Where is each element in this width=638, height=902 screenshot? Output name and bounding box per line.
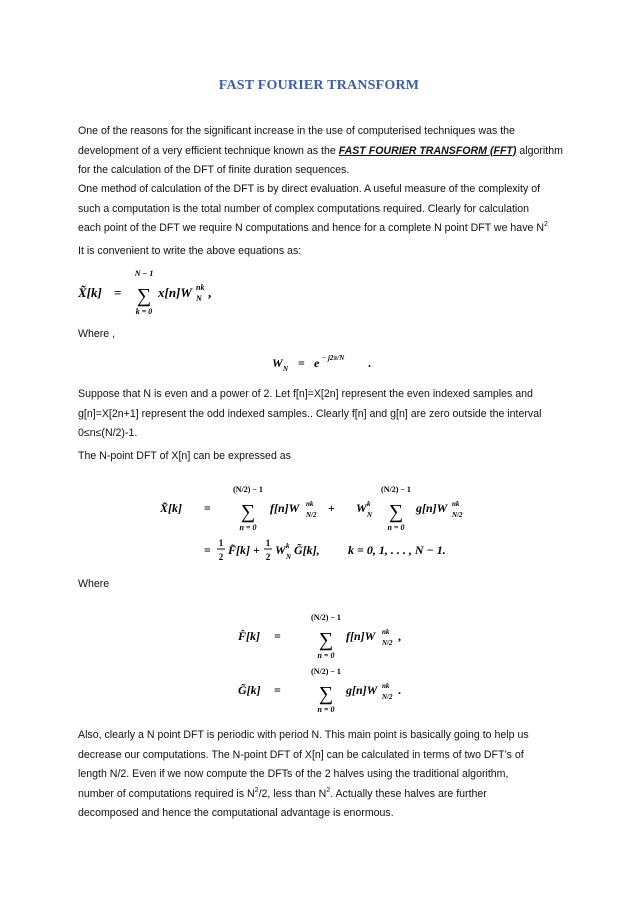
paragraph-where [78, 325, 564, 345]
term-g-superscript: nk [452, 500, 460, 508]
term-superscript: nk [382, 682, 390, 690]
sum-lower-limit: n = 0 [387, 523, 405, 532]
term-subscript: N/2 [382, 693, 393, 701]
eq-tail: . [398, 683, 401, 697]
page-title: FAST FOURIER TRANSFORM [218, 78, 420, 93]
paragraph-periodic [78, 726, 564, 824]
sum-upper-limit: N − 1 [134, 269, 154, 278]
term-g: g[n]W [416, 501, 448, 515]
text-line: It is convenient to write the above equations as: [78, 245, 302, 257]
sigma-symbol: ∑ [388, 501, 404, 523]
text-line: Also, clearly a N point DFT is periodic with period N. This main point is basically going to help us [78, 729, 529, 741]
term-g: g[n]W [346, 683, 378, 697]
term-f-superscript: nk [306, 500, 314, 508]
text-line: One of the reasons for the significant increase in the use of computerised techniques was the [78, 125, 515, 137]
twiddle-superscript: k [367, 500, 371, 508]
text-span: number of computations required is N [78, 787, 255, 800]
fraction-denominator: 2 [218, 552, 224, 562]
paragraph-intro [78, 122, 564, 181]
eq-tail: , [208, 285, 212, 300]
eq-equals: = [298, 356, 305, 370]
term-f-subscript: N/2 [306, 511, 317, 519]
text-line [78, 142, 564, 162]
index-range: k = 0, 1, . . . , N − 1. [348, 543, 446, 557]
text-line: Where [78, 578, 110, 590]
twiddle-w: W [356, 501, 367, 515]
sum-upper-limit: (N/2) − 1 [381, 485, 411, 494]
sum-upper-limit: (N/2) − 1 [311, 613, 341, 622]
fft-emphasis: FAST FOURIER TRANSFORM (FFT) [338, 144, 517, 157]
superscript: 2 [543, 221, 548, 228]
equation-dft [78, 266, 238, 318]
text-line: such a computation is the total number of complex computations required. Clearly for calculation [78, 202, 530, 215]
text-line: 0≤n≤(N/2)-1. [78, 427, 138, 439]
term-superscript: nk [382, 628, 390, 636]
equation-split [160, 480, 480, 572]
text-line: g[n]=X[2n+1] represent the odd indexed samples.. Clearly f[n] and g[n] are zero outside the interval [78, 407, 542, 420]
paragraph-npoint [78, 447, 564, 467]
twiddle-superscript: k [286, 542, 290, 550]
eq-equals: = [274, 629, 281, 643]
fraction-numerator: 1 [218, 538, 224, 548]
text-line: decrease our computations. The N-point DFT of X[n] can be calculated in terms of two DFT’s of [78, 748, 524, 761]
term-g-subscript: N/2 [452, 511, 463, 519]
paragraph-direct-evaluation [78, 180, 564, 239]
term-subscript: N/2 [382, 639, 393, 647]
term-f: f[n]W [270, 501, 300, 515]
text-span: /2, less than N [258, 787, 327, 800]
eq-equals: = [204, 501, 211, 515]
eq-lhs-G: G̃[k] [238, 683, 261, 697]
paragraph-convenient [78, 242, 564, 262]
fraction-numerator: 1 [265, 538, 271, 548]
text-line: Where , [78, 328, 116, 340]
equation-half-dfts [238, 608, 428, 728]
eq-equals: = [204, 543, 211, 557]
superscript: 2 [326, 786, 331, 794]
eq-tail: , [398, 629, 401, 643]
text-span: . Actually these halves are further [330, 787, 487, 800]
eq-exponent: − j2π/N [322, 354, 345, 362]
plus-sign: + [328, 501, 335, 515]
eq-subscript: N [196, 294, 202, 303]
sum-upper-limit: (N/2) − 1 [233, 485, 263, 494]
sigma-symbol: ∑ [318, 683, 334, 705]
eq-body: x[n]W [158, 285, 192, 300]
term-f: f[n]W [346, 629, 376, 643]
text-line: length N/2. Even if we now compute the DFTs of the 2 halves using the traditional algorithm, [78, 768, 509, 780]
paragraph-where [78, 575, 564, 595]
twiddle-w: W [275, 543, 286, 557]
text-line [78, 219, 564, 239]
text-line: The N-point DFT of X[n] can be expressed as [78, 450, 291, 462]
eq-tail: . [368, 356, 371, 370]
eq-equals: = [114, 285, 122, 300]
term-F: F̃[k] + [228, 543, 260, 557]
text-span: each point of the DFT we require N computations and hence for a complete N point DFT we have N [78, 222, 544, 234]
eq-subscript: N [283, 365, 289, 373]
twiddle-subscript: N [286, 553, 292, 561]
text-line: for the calculation of the DFT of finite duration sequences. [78, 164, 350, 176]
eq-equals: = [274, 683, 281, 697]
twiddle-subscript: N [367, 511, 373, 519]
sigma-symbol: ∑ [318, 629, 334, 651]
eq-superscript: nk [196, 283, 205, 292]
eq-lhs: W [272, 356, 283, 370]
eq-lhs: X̃[k] [160, 501, 182, 515]
sigma-symbol: ∑ [240, 501, 256, 523]
sum-lower-limit: n = 0 [317, 705, 335, 714]
eq-lhs-F: F̂[k] [238, 629, 260, 643]
text-span: development of a very efficient technique known as the [78, 144, 339, 157]
eq-lhs: X̃[k] [78, 285, 102, 300]
sigma-symbol: ∑ [136, 285, 152, 307]
fraction-denominator: 2 [265, 552, 271, 562]
sum-lower-limit: k = 0 [135, 307, 153, 316]
sum-lower-limit: n = 0 [239, 523, 257, 532]
paragraph-suppose [78, 385, 564, 444]
text-span: algorithm [516, 144, 563, 157]
eq-base: e [314, 356, 320, 370]
text-line [78, 785, 564, 805]
superscript: 2 [254, 786, 259, 794]
sum-lower-limit: n = 0 [317, 651, 335, 660]
text-line: decomposed and hence the computational advantage is enormous. [78, 807, 394, 819]
term-G: G̃[k], [294, 543, 320, 557]
text-line: One method of calculation of the DFT is by direct evaluation. A useful measure of the complexity of [78, 183, 541, 195]
text-line: Suppose that N is even and a power of 2. Let f[n]=X[2n] represent the even indexed samples and [78, 388, 533, 400]
equation-twiddle [272, 347, 382, 377]
sum-upper-limit: (N/2) − 1 [311, 667, 341, 676]
